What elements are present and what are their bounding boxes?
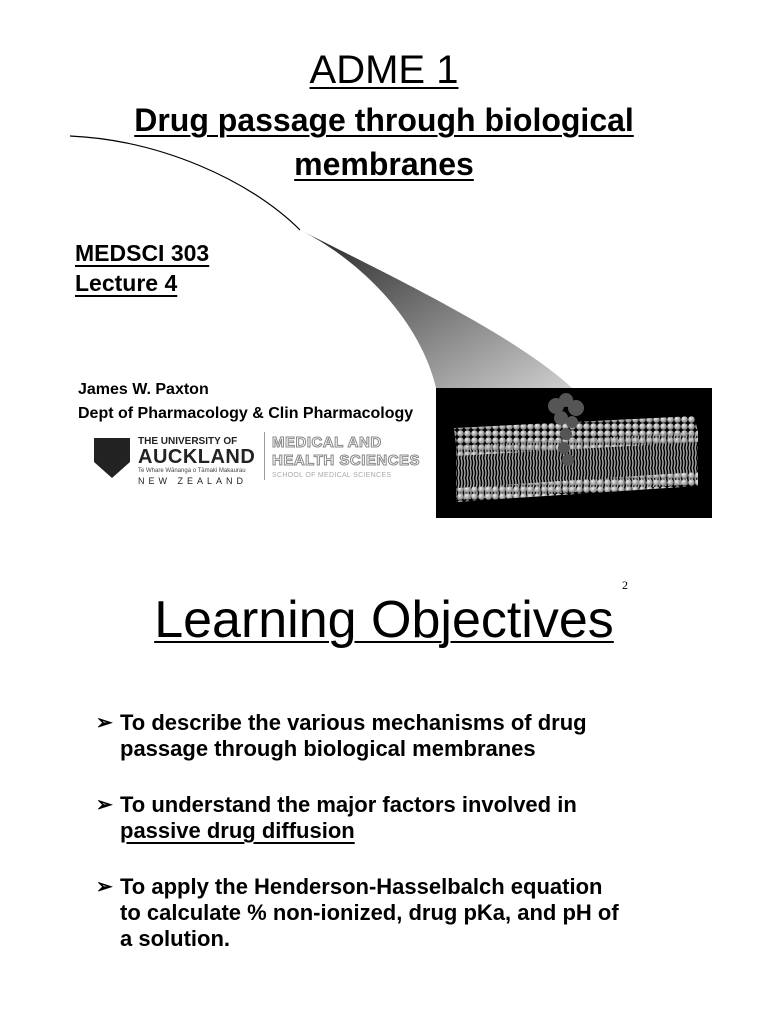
objective-item bbox=[96, 710, 736, 762]
author-name: James W. Paxton bbox=[78, 381, 209, 398]
faculty-logo-line-2: HEALTH SCIENCES bbox=[272, 452, 421, 469]
objective-line: To understand the major factors involved in bbox=[120, 792, 577, 817]
objective-item bbox=[96, 874, 736, 952]
subtitle-line-2: membranes bbox=[294, 146, 474, 182]
slide-subtitle bbox=[0, 98, 768, 186]
logo-motto: Te Whare Wānanga o Tāmaki Makaurau bbox=[138, 468, 246, 474]
course-code: MEDSCI 303 bbox=[75, 240, 210, 266]
logo-divider bbox=[264, 432, 265, 480]
bullet-arrow-icon: ➢ bbox=[96, 794, 113, 816]
subtitle-line-1: Drug passage through biological bbox=[134, 102, 634, 138]
author-block bbox=[78, 378, 413, 426]
page-number: 2 bbox=[622, 578, 628, 592]
objective-line: to calculate % non-ionized, drug pKa, and pH of bbox=[120, 900, 619, 925]
objective-line: To apply the Henderson-Hasselbalch equation bbox=[120, 874, 603, 899]
slide-title: ADME 1 bbox=[309, 48, 459, 92]
logo-country: NEW ZEALAND bbox=[138, 476, 248, 486]
logo-big-text: AUCKLAND bbox=[138, 446, 256, 468]
learning-objectives-title: Learning Objectives bbox=[154, 591, 614, 649]
membrane-image bbox=[436, 388, 712, 518]
objective-line: a solution. bbox=[120, 926, 230, 951]
faculty-logo bbox=[272, 434, 432, 484]
lipid-bilayer-illustration bbox=[436, 388, 712, 518]
lecture-number: Lecture 4 bbox=[75, 270, 178, 296]
university-crest-icon bbox=[94, 438, 130, 478]
objective-line-emphasis: passive drug diffusion bbox=[120, 818, 355, 843]
objective-line: passage through biological membranes bbox=[120, 736, 536, 761]
objective-item bbox=[96, 792, 736, 844]
department: Dept of Pharmacology & Clin Pharmacology bbox=[78, 405, 414, 422]
faculty-logo-line-3: SCHOOL OF MEDICAL SCIENCES bbox=[272, 472, 392, 479]
wedge-shape bbox=[300, 230, 572, 388]
objectives-list bbox=[96, 710, 736, 982]
course-info bbox=[75, 238, 209, 298]
bullet-arrow-icon: ➢ bbox=[96, 876, 113, 898]
university-logo bbox=[80, 432, 260, 490]
logo-small-text: THE UNIVERSITY OF bbox=[138, 436, 238, 447]
bullet-arrow-icon: ➢ bbox=[96, 712, 113, 734]
objective-line: To describe the various mechanisms of drug bbox=[120, 710, 587, 735]
faculty-logo-line-1: MEDICAL AND bbox=[272, 434, 382, 451]
